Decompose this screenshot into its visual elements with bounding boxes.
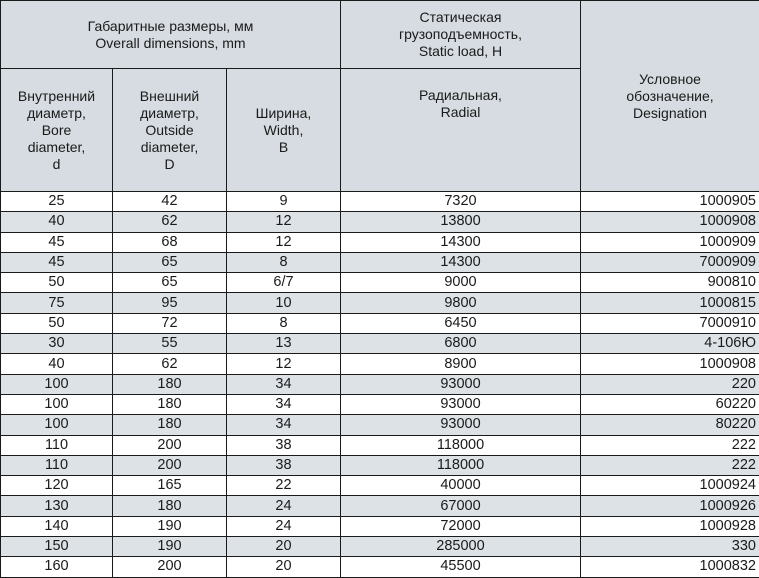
outside-cell: 62 [113, 212, 227, 232]
designation-cell: 222 [581, 435, 759, 455]
radial-load-cell: 93000 [341, 415, 581, 435]
bore-cell: 40 [1, 354, 113, 374]
designation-cell: 1000924 [581, 476, 759, 496]
width-cell: 38 [227, 455, 341, 475]
radial-load-header: Радиальная, Radial [341, 69, 581, 192]
width-cell: 22 [227, 476, 341, 496]
width-cell: 13 [227, 334, 341, 354]
bore-cell: 100 [1, 374, 113, 394]
bore-cell: 150 [1, 537, 113, 557]
outside-cell: 200 [113, 455, 227, 475]
bore-cell: 110 [1, 455, 113, 475]
radial-load-cell: 40000 [341, 476, 581, 496]
table-row [1, 476, 759, 496]
bore-cell: 160 [1, 557, 113, 577]
table-body [1, 192, 759, 578]
designation-cell: 7000910 [581, 313, 759, 333]
outside-cell: 200 [113, 557, 227, 577]
designation-cell: 80220 [581, 415, 759, 435]
bore-cell: 100 [1, 394, 113, 414]
radial-load-cell: 67000 [341, 496, 581, 516]
width-cell: 12 [227, 212, 341, 232]
width-cell: 9 [227, 192, 341, 212]
table-row [1, 293, 759, 313]
designation-cell: 1000832 [581, 557, 759, 577]
outside-cell: 180 [113, 374, 227, 394]
designation-cell: 4-106Ю [581, 334, 759, 354]
designation-cell: 900810 [581, 273, 759, 293]
radial-load-cell: 6450 [341, 313, 581, 333]
radial-load-cell: 45500 [341, 557, 581, 577]
outside-cell: 190 [113, 537, 227, 557]
designation-cell: 1000905 [581, 192, 759, 212]
table-row [1, 557, 759, 577]
outside-cell: 200 [113, 435, 227, 455]
table-row [1, 394, 759, 414]
bore-cell: 120 [1, 476, 113, 496]
table-row [1, 374, 759, 394]
width-header: Ширина, Width, B [227, 69, 341, 192]
designation-cell: 330 [581, 537, 759, 557]
outside-cell: 55 [113, 334, 227, 354]
outside-cell: 180 [113, 415, 227, 435]
radial-load-cell: 14300 [341, 252, 581, 272]
designation-header: Условное обозначение, Designation [581, 1, 759, 192]
table-row [1, 537, 759, 557]
table-row [1, 192, 759, 212]
bore-diameter-header: Внутренний диаметр, Bore diameter, d [1, 69, 113, 192]
designation-cell: 222 [581, 455, 759, 475]
radial-load-cell: 13800 [341, 212, 581, 232]
outside-cell: 62 [113, 354, 227, 374]
table-row [1, 212, 759, 232]
table-row [1, 516, 759, 536]
outside-cell: 165 [113, 476, 227, 496]
designation-cell: 220 [581, 374, 759, 394]
width-cell: 20 [227, 537, 341, 557]
bore-cell: 110 [1, 435, 113, 455]
width-cell: 10 [227, 293, 341, 313]
outside-cell: 68 [113, 232, 227, 252]
designation-cell: 1000908 [581, 212, 759, 232]
bore-cell: 130 [1, 496, 113, 516]
width-cell: 20 [227, 557, 341, 577]
outside-cell: 180 [113, 394, 227, 414]
radial-load-cell: 14300 [341, 232, 581, 252]
static-load-header: Статическая грузоподъемность, Static load, H [341, 1, 581, 69]
radial-load-cell: 285000 [341, 537, 581, 557]
radial-load-cell: 72000 [341, 516, 581, 536]
width-cell: 24 [227, 496, 341, 516]
outside-cell: 95 [113, 293, 227, 313]
table-row [1, 273, 759, 293]
table-row [1, 496, 759, 516]
table-row [1, 415, 759, 435]
radial-load-cell: 9000 [341, 273, 581, 293]
width-cell: 12 [227, 232, 341, 252]
radial-load-cell: 9800 [341, 293, 581, 313]
designation-cell: 7000909 [581, 252, 759, 272]
bore-cell: 75 [1, 293, 113, 313]
table-row [1, 435, 759, 455]
bore-cell: 140 [1, 516, 113, 536]
designation-cell: 1000928 [581, 516, 759, 536]
bore-cell: 25 [1, 192, 113, 212]
table-row [1, 334, 759, 354]
outside-cell: 180 [113, 496, 227, 516]
outside-cell: 65 [113, 252, 227, 272]
width-cell: 34 [227, 394, 341, 414]
bore-cell: 40 [1, 212, 113, 232]
outside-diameter-header: Внешний диаметр, Outside diameter, D [113, 69, 227, 192]
width-cell: 6/7 [227, 273, 341, 293]
bore-cell: 50 [1, 313, 113, 333]
radial-load-cell: 93000 [341, 394, 581, 414]
designation-cell: 1000815 [581, 293, 759, 313]
radial-load-cell: 6800 [341, 334, 581, 354]
radial-load-cell: 8900 [341, 354, 581, 374]
radial-load-cell: 118000 [341, 435, 581, 455]
table-row [1, 354, 759, 374]
outside-cell: 65 [113, 273, 227, 293]
width-cell: 12 [227, 354, 341, 374]
designation-cell: 1000908 [581, 354, 759, 374]
table-row [1, 252, 759, 272]
width-cell: 24 [227, 516, 341, 536]
designation-cell: 1000909 [581, 232, 759, 252]
radial-load-cell: 7320 [341, 192, 581, 212]
designation-cell: 60220 [581, 394, 759, 414]
table-row [1, 455, 759, 475]
bore-cell: 100 [1, 415, 113, 435]
width-cell: 38 [227, 435, 341, 455]
radial-load-cell: 93000 [341, 374, 581, 394]
designation-cell: 1000926 [581, 496, 759, 516]
overall-dimensions-header: Габаритные размеры, мм Overall dimensions, mm [1, 1, 341, 69]
radial-load-cell: 118000 [341, 455, 581, 475]
bore-cell: 30 [1, 334, 113, 354]
outside-cell: 42 [113, 192, 227, 212]
bore-cell: 45 [1, 252, 113, 272]
table-row [1, 232, 759, 252]
width-cell: 8 [227, 313, 341, 333]
table-row [1, 313, 759, 333]
outside-cell: 190 [113, 516, 227, 536]
bore-cell: 50 [1, 273, 113, 293]
bore-cell: 45 [1, 232, 113, 252]
width-cell: 8 [227, 252, 341, 272]
width-cell: 34 [227, 415, 341, 435]
outside-cell: 72 [113, 313, 227, 333]
width-cell: 34 [227, 374, 341, 394]
